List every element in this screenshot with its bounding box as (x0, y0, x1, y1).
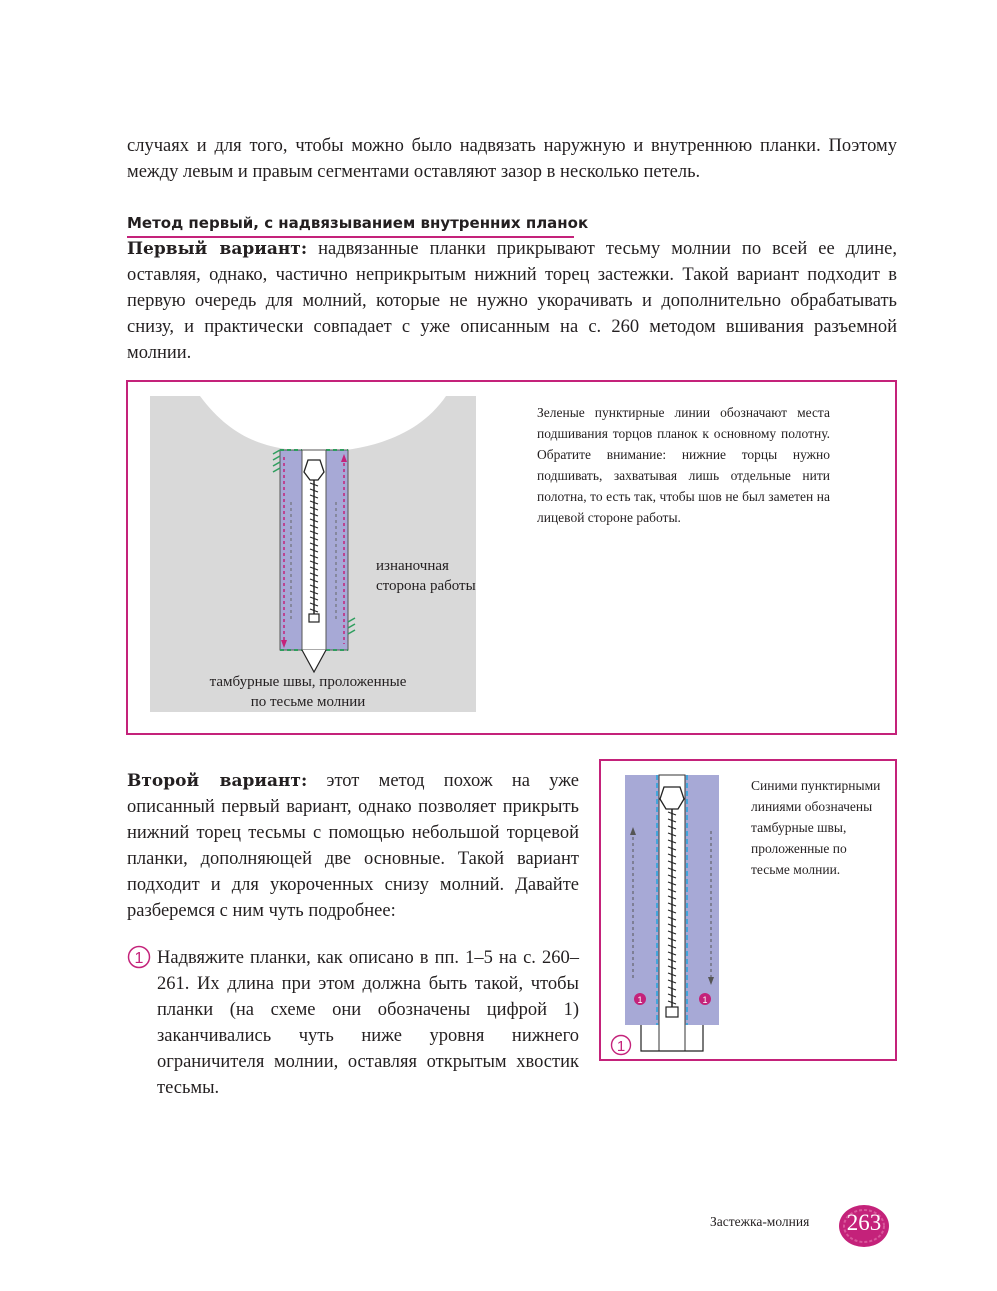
label-line-2: по тесьме молнии (250, 694, 366, 710)
zipper-slider (660, 787, 684, 809)
figure2-step-number: 1 (616, 1038, 626, 1055)
label-line-2: сторона работы (376, 578, 476, 594)
footer-section-title: Застежка-молния (710, 1214, 810, 1229)
variant2-text: этот метод похож на уже описанный первый вариант, однако позволяет прикрыть нижний торец тесьмы с помощью небольшой торцевой планки, дополняющей две основные. Такой вариант подходит и для укороченных снизу молний. Давайте разберемся с ним чуть подробнее: (127, 771, 579, 921)
figure1-box (126, 380, 897, 735)
section-heading: Метод первый, с надвязыванием внутренних планок (127, 212, 574, 238)
figure2-box (599, 759, 897, 1061)
label-line-1: тамбурные швы, проложенные (209, 674, 407, 690)
step1-number: 1 (134, 950, 144, 967)
intro-paragraph: случаях и для того, чтобы можно было надвязать наружную и внутреннюю планки. Поэтому между левым и правым сегментами оставляют зазор в несколько петель. (127, 136, 897, 182)
variant1-lead: Первый вариант: (127, 239, 308, 259)
figure1-label-stitches (178, 672, 438, 712)
step1-text: Надвяжите планки, как описано в пп. 1–5 на с. 260–261. Их длина при этом должна быть такой, чтобы планки (на схеме они обозначены цифрой 1) заканчивались чуть ниже уровня нижнего ограничителя молнии, оставляя открытым хвостик тесьмы. (157, 948, 579, 1098)
plank-marker-left-label: 1 (637, 995, 643, 1005)
zipper-stop (309, 614, 319, 622)
step1-number-icon (127, 945, 151, 969)
figure1-label-wrong-side (376, 556, 476, 596)
label-line-1: изнаночная (376, 558, 449, 574)
plank-marker-right-label: 1 (702, 995, 708, 1005)
zipper-slider (304, 460, 324, 480)
figure2-side-note: Синими пунктирными линиями обозначены тамбурные швы, проложенные по тесьме молнии. (751, 778, 881, 877)
variant1-text: надвязанные планки прикрывают тесьму молнии по всей ее длине, оставляя, однако, частично неприкрытым нижний торец застежки. Такой вариант подходит в первую очередь для молний, которые не нужно укорачивать и дополнительно обрабатывать снизу, и практически совпадает с уже описанным на с. 260 методом вшивания разъемной молнии. (127, 239, 897, 363)
right-plank (685, 775, 719, 1025)
zipper-stop (666, 1007, 678, 1017)
variant1-paragraph (127, 236, 897, 366)
left-plank (625, 775, 659, 1025)
page-number: 263 (846, 1210, 882, 1235)
figure1-side-note: Зеленые пунктирные линии обозначают места подшивания торцов планок к основному полотну. Обратите внимание: нижние торцы нужно подшивать, захватывая лишь отдельные нити полотна, то есть так, чтобы шов не был заметен на лицевой стороне работы. (537, 405, 830, 525)
variant2-paragraph (127, 768, 579, 924)
variant2-lead: Второй вариант: (127, 771, 308, 791)
